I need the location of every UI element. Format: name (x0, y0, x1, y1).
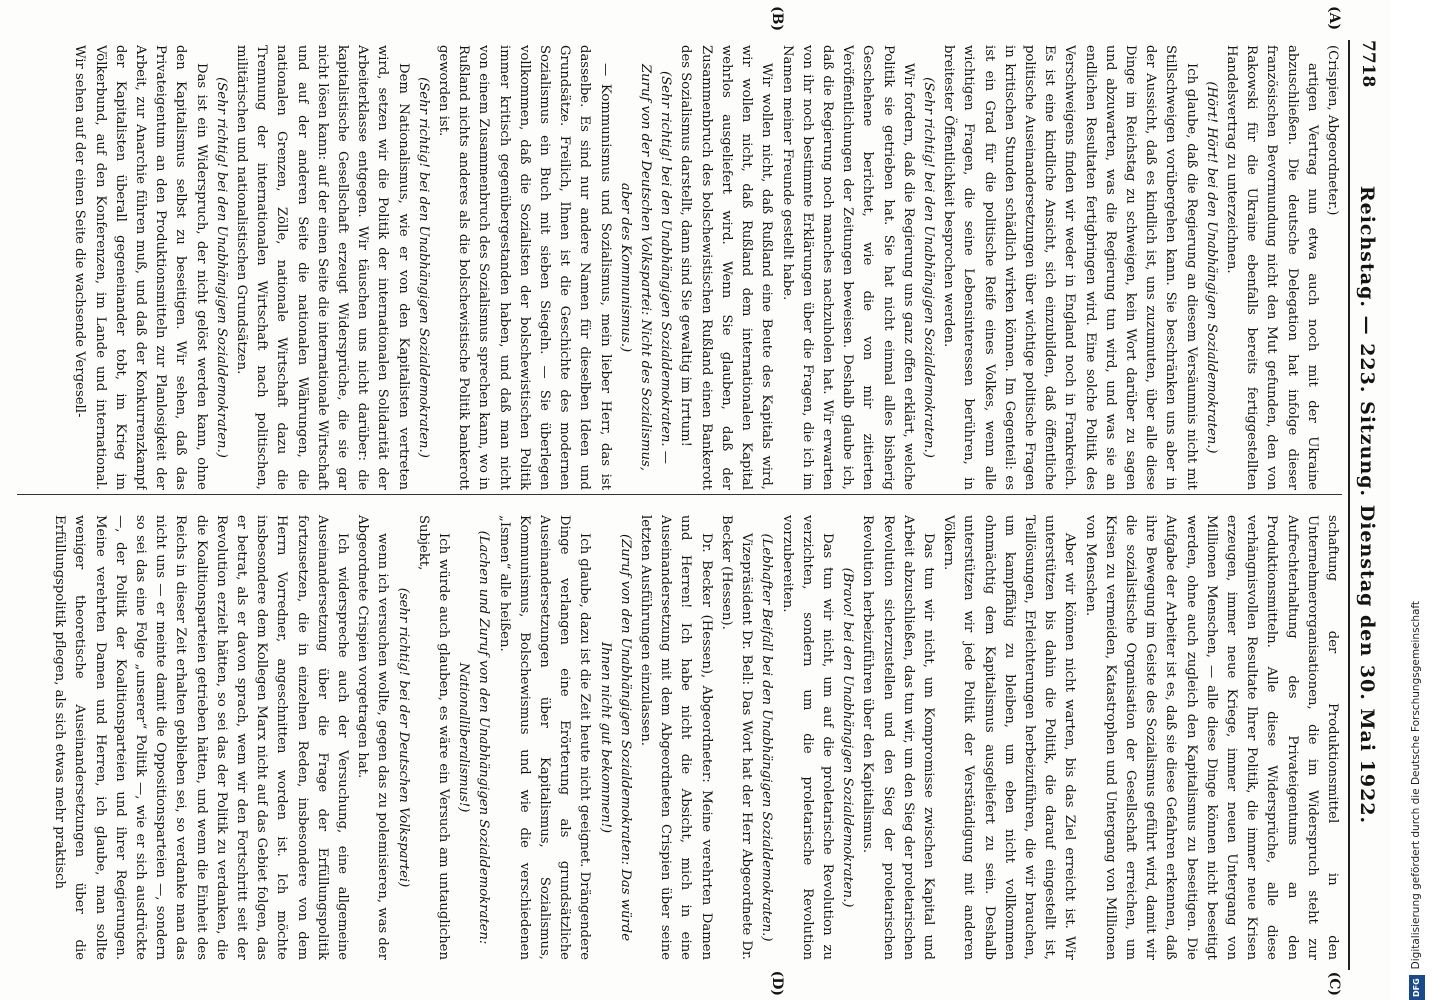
left-text-column (17, 45, 1342, 490)
paragraph: (Crispien, Abgeordneter.) (1325, 45, 1340, 216)
paragraph: Wir fordern, daß die Regierung uns ganz offen erklärt, welche Politik sie getrieben hat. Sie hat nicht einmal alles bisherig Geschehene berichtet, wie die von mir zitierten Veröffentlichungen der Zeitungen beweisen. Deshalb glaube ich, daß die Regierung noch manches nachzuholen hat. Wir erwarten von ihr noch bestimmte Erklärungen über die Fragen, die ich im Namen meiner Freunde gestellt habe. (779, 45, 916, 490)
paragraph: Dr. Becker (Hessen), Abgeordneter: Meine verehrten Damen und Herren! Ich habe nicht die Absicht, mich in eine Auseinandersetzung mit dem Abgeordneten Crispien über seine letzten Ausführungen einzulassen. (638, 515, 714, 960)
paragraph: (Hört! Hört! bei den Unabhängigen Sozialdemokraten.) (1203, 81, 1219, 454)
paragraph: Ich glaube, daß die Regierung an diesem Versäumnis nicht mit Stillschweigen vorübergehen kann. Sie beschränken uns aber in der Aussicht, daß es kindlich ist, uns zuzumuten, über alle diese Dinge im Reichstag zu schweigen, kein Wort darüber zu sagen und abzuwarten, was die Regierung tun wird, und was sie an endlichen Resultaten fertigbringen wird. Eine solche Politik des Verschweigens finden wir weder in England noch in Frankreich. Es ist eine kindliche Ansicht, sich einzubilden, daß öffentliche politische Auseinandersetzungen über wichtige politische Fragen in kritischen Stunden schädlich wirken können. Im Gegenteil: es ist ein Grad für die politische Reife eines Volkes, wenn alle wichtigen Fragen, die seine Lebensinteressen berühren, in breitester Öffentlichkeit besprochen werden. (941, 45, 1199, 490)
right-text-column (17, 515, 1342, 960)
margin-mark-c: (C) (1326, 971, 1342, 996)
paragraph: Vizepräsident Dr. Bell: Das Wort hat der Herr Abgeordnete Dr. Becker (Hessen). (718, 515, 755, 960)
page-header (1348, 40, 1380, 970)
paragraph: Dem Nationalismus, wie er von den Kapitalisten vertreten wird, setzen wir die Politik der internationalen Solidarität der Arbeiterklasse entgegen. Wir täuschen uns nicht darüber: die kapitalistische Gesellschaft erzeugt Widersprüche, die sie gar nicht lösen kann: auf der einen Seite die internationale Wirtschaft und auf der anderen Seite die nationalen Währungen, die nationalen Grenzen, Zölle, nationale Wirtschaft dazu die Trennung der internationalen Wirtschaft nach politischen, militärischen und nationalistischen Grundsätzen. (234, 45, 411, 490)
paragraph: Ich glaube, dazu ist die Zeit heute nicht geeignet. Drängendere Dinge verlangen eine Erörterung als grundsätzliche Auseinandersetzungen über Kapitalismus, Sozialismus, Kommunismus, Bolschewismus und wie die verschiedenen „Ismen“ alle heißen. (496, 515, 593, 960)
paragraph: (Sehr richtig! bei den Unabhängigen Sozialdemokraten.) (920, 77, 936, 458)
paragraph: (Sehr richtig! bei den Unabhängigen Sozialdemokraten.) (415, 77, 431, 458)
margin-mark-d: (D) (769, 970, 785, 996)
paragraph: Das tun wir nicht, um auf die proletarische Revolution zu verzichten, sondern um die proletarische Revolution vorzubereiten. (779, 515, 835, 960)
margin-mark-a: (A) (1326, 6, 1342, 31)
paragraph: (Lebhafter Beifall bei den Unabhängigen Sozialdemokraten.) (759, 533, 775, 942)
paragraph: (Lachen und Zuruf von den Unabhängigen Sozialdemokraten: Nationalliberalismus!) (456, 530, 492, 945)
paragraph: Ich würde auch glauben, es wäre ein Versuch am untauglichen Subjekt, (415, 515, 452, 960)
column-divider (17, 494, 1342, 495)
paragraph: (Bravo! bei den Unabhängigen Sozialdemokraten.) (840, 567, 856, 908)
paragraph: Ich widerspreche auch der Versuchung, eine allgemeine Auseinandersetzung über die Frage der Erfüllungspolitik fortzusetzen, die in einzelnen Reden, insbesondere von dem Herrn Vorredner, angeschnitten worden ist. Ich möchte insbesondere dem Kollegen Marx nicht auf das Gebiet folgen, das er betrat, als er davon sprach, wem wir den Fortschritt seit der Revolution erzielt hätten, so sei das der Politik zu verdanken, die die Koalitionsparteien getrieben hätten, und wenn die Einheit des Reichs in dieser Zeit erhalten geblieben sei, so verdanke man das nicht uns — er meinte damit die Oppositionsparteien —, sondern so sei das eine Folge „unserer“ Politik —, wie er sich ausdrückte —, der Politik der Koalitionsparteien und ihrer Regierungen. Meine verehrten Damen und Herren, ich glaube, man sollte weniger theoretische Auseinandersetzungen über die Erfüllungspolitik pflegen, als sich etwas mehr praktisch (52, 515, 351, 960)
paragraph: (sehr richtig! bei der Deutschen Volkspartei) (395, 587, 411, 888)
footer-credit (1408, 0, 1425, 1000)
page-number: 7718 (1358, 40, 1378, 88)
dfg-logo: DFG (1409, 975, 1425, 1000)
footer-strip (1400, 0, 1434, 1000)
paragraph: Das tun wir nicht, um Kompromisse zwischen Kapital und Arbeit abzuschließen, das tun wir, um den Sieg der proletarischen Revolution sicherzustellen und den Sieg der proletarischen Revolution herbeizuführen über den Kapitalismus. (860, 515, 936, 960)
paragraph: wenn ich versuchen wollte, gegen das zu polemisieren, was der Abgeordnete Crispien vorgetragen hat. (355, 515, 391, 960)
page-title: Reichstag. — 223. Sitzung. Dienstag den 30. Mai 1922. (1356, 185, 1378, 825)
paragraph: — Kommunismus und Sozialismus, mein lieber Herr, das ist dasselbe. Es sind nur andere Namen für dieselben Ideen und Grundsätze. Freilich, Ihnen ist die Geschichte des modernen Sozialismus ein Buch mit sieben Siegeln. — Sie überlegen vollkommen, daß die Sozialisten der bolschewistischen Politik immer kritisch gegenübergestanden haben, und daß man nicht von einem Zusammenbruch des Sozialismus sprechen kann, wo in Rußland nichts anderes als die bolschewistische Politik bankerott geworden ist. (436, 45, 613, 490)
paragraph: schaftung der Produktionsmittel in den Unternehmerorganisationen, die im Widerspruch steht zur Aufrechterhaltung des Privateigentums an den Produktionsmitteln. Alle diese Widersprüche, alle diese verhängnisvollen Resultate Ihrer Politik, die immer neue Krisen erzeugen, immer neue Kriege, immer neuen Untergang von Millionen Menschen, — alle diese Dinge können nicht beseitigt werden, ohne auch zugleich den Kapitalismus zu beseitigen. Die Aufgabe der Arbeiter ist es, daß sie diese Gefahren erkennen, daß ihre Bewegung im Geiste des Sozialismus geführt wird, damit wir die sozialistische Organisation der Gesellschaft erreichen, um Krisen zu vermeiden, Katastrophen und Untergang von Millionen von Menschen. (1082, 515, 1340, 960)
footer-credit-text: Digitalisierung gefördert durch die Deutsche Forschungsgemeinschaft (1410, 600, 1422, 970)
margin-mark-b: (B) (769, 6, 785, 32)
paragraph: Aber wir können nicht warten, bis das Ziel erreicht ist. Wir unterstützen bis dahin die Politik, die darauf eingestellt ist, Teillösungen, Erleichterungen herbeizuführen, die wir brauchen, um kampffähig zu bleiben, um eben nicht vollkommen ohnmächtig dem Kapitalismus ausgeliefert zu sein. Deshalb unterstützen wir jede Politik der Verständigung mit anderen Völkern. (941, 515, 1078, 960)
paragraph: (Zuruf von den Unabhängigen Sozialdemokraten: Das würde Ihnen nicht gut bekommen!) (597, 533, 633, 942)
paragraph: Das ist ein Widerspruch, der nicht gelöst werden kann, ohne den Kapitalismus selbst zu beseitigen. Wir sehen, daß das Privateigentum an den Produktionsmitteln zur Planlosigkeit der Arbeit, zur Anarchie führen muß, und daß der Konkurrenzkampf der Kapitalisten überall gegeneinander tobt, im Krieg im Völkerbund, auf den Konferenzen, im Lande und international. Wir sehen auf der einen Seite die wachsende Vergesell- (72, 45, 209, 490)
paragraph: (Sehr richtig! bei den Unabhängigen Sozialdemokraten. — Zuruf von der Deutschen Volkspartei: Nicht des Sozialismus, aber des Kommunismus.) (617, 64, 674, 471)
paragraph: Wir wollen nicht, daß Rußland eine Beute des Kapitals wird, wir wollen nicht, daß Rußland dem internationalen Kapital wehrlos ausgeliefert wird. Wenn Sie glauben, daß der Zusammenbruch des bolschewistischen Rußland einen Bankerott des Sozialismus darstellt, dann sind Sie gewaltig im Irrtum! (678, 45, 775, 490)
paragraph: artigen Vertrag nun etwa auch noch mit der Ukraine abzuschließen. Die deutsche Delegation hat infolge dieser französischen Bevormundung nicht den Mut gefunden, den von Rakowski für die Ukraine ebenfalls bereits fertiggestellten Handelsvertrag zu unterzeichnen. (1223, 45, 1320, 490)
paragraph: (Sehr richtig! bei den Unabhängigen Sozialdemokraten.) (213, 77, 229, 458)
